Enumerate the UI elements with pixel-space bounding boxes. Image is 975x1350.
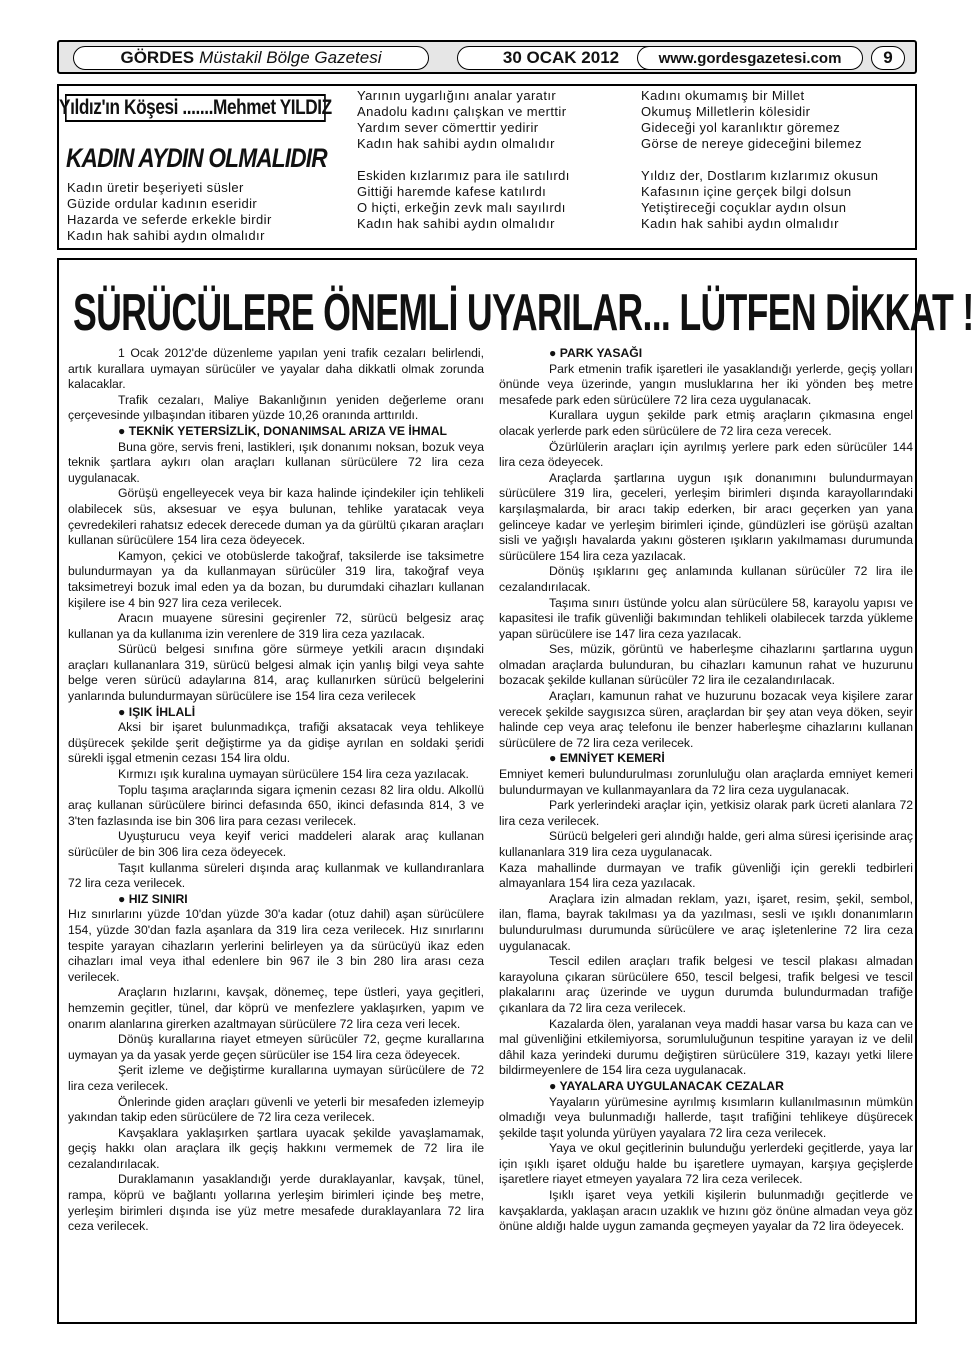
article-paragraph: Sürücü belgesi sınıfına göre sürmeye yetkili aracın dışındaki araçları kullananlara 319, sürücü belgesi almak için yanlış bilgi veya sahte belge veren sürücü adaylarına 814, araç kullanırken sürücü belgelerini yanlarında bulundurmayan sürücülere ise 154 lira ceza verilecek	[68, 642, 484, 704]
poem-line: Görse de nereye gideceğini bilemez	[641, 136, 862, 151]
article-box	[57, 258, 974, 1324]
poem-stanza	[641, 168, 878, 232]
poem-line: Okumuş Milletlerin kölesidir	[641, 104, 811, 119]
poem-line: O hiçti, erkeğin zevk malı sayılırdı	[357, 200, 566, 215]
poem-line: Güzide ordular kadının eseridir	[67, 196, 258, 211]
article-paragraph: Özürlülerin araçları için ayrılmış yerlere park eden sürücüler 144 lira ceza ödeyecek.	[499, 439, 913, 470]
poem-line: Gittiği haremde kafese katılırdı	[357, 184, 547, 199]
article-paragraph: Dönüş ışıklarını geç anlamında kullanan sürücüler 72 lira ile cezalandırılacak.	[499, 564, 913, 594]
article-paragraph: Buna göre, servis freni, lastikleri, ışık donanımı noksan, bozuk veya teknik şartlara aykırı olan araçları kullanan sürücülere 72 lira ceza uygulanacak.	[68, 439, 484, 485]
poem-title: KADIN AYDIN OLMALIDIR	[66, 143, 327, 173]
poem-box	[57, 84, 917, 250]
article-paragraph: Şerit izleme ve değiştirme kurallarına uymayan sürücülere de 72 lira ceza verilecek.	[68, 1063, 484, 1093]
poem-line: Kadın hak sahibi aydın olmalıdır	[641, 216, 839, 231]
section-heading: ● PARK YASAĞI	[549, 346, 643, 360]
section-heading: ● YAYALARA UYGULANACAK CEZALAR	[549, 1078, 784, 1093]
article-paragraph: Tescil edilen araçları trafik belgesi ve tescil plakası almadan karayoluna çıkaran sürücülere 650, tescil belgesi, trafik belgesi ve tescil plakalarını araç üzerinde ve uygun durumda bulundurmadan trafiğe çıkanlara da 72 lira ceza verilecek.	[499, 954, 913, 1015]
article-paragraph: Taşıma sınırı üstünde yolcu alan sürücülere 58, karayolu yapısı ve kapasitesi ile trafik güvenliği bakımından tehlikeli olabilecek tarzda yükleme yapan sürücülere ise 147 lira ceza yazılacak.	[499, 595, 913, 641]
newspaper-subtitle: Müstakil Bölge Gazetesi	[199, 48, 382, 67]
article-paragraph: Araçları, kamunun rahat ve huzurunu bozacak veya kişilere zarar verecek şekilde saygısızca süren, araçlardan bir şey atan veya döken, seyir halinde cep veya araç telefonu ile benzer haberleşme cihazlarını kullanan sürücülere de 72 lira ceza verilecek.	[499, 689, 913, 750]
article-paragraph: Işıklı işaret veya yetkili kişilerin bulunmadığı geçitlerde ve kavşaklarda, yaklaşan aracın uzaklık ve hızını göz önüne almadan veya göz önüne aldığı halde uygun zamanda geçmeyen yayalar da 72 lira ödeyecek.	[499, 1188, 913, 1234]
poem-stanza	[67, 180, 272, 244]
article-paragraph: Kavşaklara yaklaşırken şartlara uyacak şekilde yavaşlamamak, geçiş hakkı olan araçlara ilk geçiş hakkını vermemek de 72 lira ile cezalandırılacak.	[68, 1125, 484, 1171]
article-paragraph: Araçların hızlarını, kavşak, dönemeç, tepe üstleri, yaya geçitleri, hemzemin geçitler, tünel, dar köprü ve menfezlere yaklaşırken, yapım ve onarım alanlarına girerken azaltmayan sürücülere 72 lira ceza veri lecek.	[68, 985, 484, 1031]
poem-line: Anadolu kadını çalışkan ve merttir	[357, 104, 567, 119]
article-paragraph: Park etmenin trafik işaretleri ile yasaklandığı yerlerde, geçiş yolları önünde veya üzerinde, yangın musluklarına her iki yönden beş metre mesafede park eden sürücülere 72 lira ceza uygulanacak.	[499, 361, 913, 407]
poem-line: Yetiştireceği coçuklar aydın olsun	[641, 200, 847, 215]
article-paragraph: Araçlara izin almadan reklam, yazı, işaret, resim, şekil, sembol, ilan, flama, bayrak takılması ya da yazılması, sesli ve ışıklı donanımların bulundurulması durumunda sürücülere ve araç işletenlerine 72 lira ceza uygulanacak.	[499, 891, 913, 953]
article-column-right	[499, 346, 913, 1235]
poem-line: Hazarda ve seferde erkekle birdir	[67, 212, 272, 227]
article-paragraph: Görüşü engelleyecek veya bir kaza halinde içindekiler için tehlikeli olabilecek süs, aksesuar ve eşya bulunan, tehlike yaratacak veya çevredekileri rahatsız edecek derecede duman ya da gürültü çıkaran araçları kullanan sürücülere 154 lira ceza ödeyecek.	[68, 486, 484, 548]
article-paragraph: Park yerlerindeki araçlar için, yetkisiz olarak park ücreti alanlara 72 lira ceza verilecek.	[499, 798, 913, 828]
poem-line: Eskiden kızlarımız para ile satılırdı	[357, 168, 570, 183]
article-column-left	[68, 346, 484, 1235]
article-paragraph: Kamyon, çekici ve otobüslerde takoğraf, taksilerde ise taksimetre bulundurmayan ya da kullanmayan sürücüler 319 lira, takoğraf veya taksimetreyi bozuk imal eden ya da bozan, bu durumdaki cihazları kullanan kişilere ise 4 bin 927 lira ceza verilecek.	[68, 548, 484, 610]
poem-stanza	[357, 168, 570, 232]
poem-line: Kafasının içine gerçek bilgi dolsun	[641, 184, 852, 199]
article-paragraph: Toplu taşıma araçlarında sigara içmenin cezası 82 lira oldu. Alkollü araç kullanan sürücülere birinci defasında 650, ikinci defasında 814, 3 ve 3'ten fazlasında ise bin 306 lira para cezası verilecek.	[68, 782, 484, 828]
section-heading: ● TEKNİK YETERSİZLİK, DONANIMSAL ARIZA VE İHMAL	[118, 423, 447, 438]
article-paragraph: Sürücü belgeleri geri alındığı halde, geri alma süresi içerisinde araç kullananlara 319 lira ceza uygulanacak.	[499, 829, 913, 859]
article-paragraph: Emniyet kemeri bulundurulması zorunluluğu olan araçlarda emniyet kemeri bulundurmayan ve kullanmayanlara da 72 lira ceza uygulanacak.	[499, 767, 913, 797]
article-paragraph: Taşıt kullanma süreleri dışında araç kullanmak ve kullandıranlara 72 lira ceza verilecek.	[68, 860, 484, 891]
article-paragraph: Kazalarda ölen, yaralanan veya maddi hasar varsa bu kaza can ve mal güvenliğini etkilemiyorsa, sorumluluğunun tespitine yarayan iz ve delil dâhil kaza yerindeki durumu değiştiren sürücülere 319, kazayı yetki lilere bildirmeyenlere de 154 lira ceza uygulanacak.	[499, 1016, 913, 1078]
poem-line: Kadın hak sahibi aydın olmalıdır	[67, 228, 265, 243]
article-headline: SÜRÜCÜLERE ÖNEMLİ UYARILAR... LÜTFEN DİKKAT !	[73, 284, 974, 342]
article-paragraph: Duraklamanın yasaklandığı yerde duraklayanlar, kavşak, tünel, rampa, köprü ve bağlantı yollarına yerleşim birimleri içinde beş metre, yerleşim birimleri dışında ise yüz metre mesafede duraklayanlara 72 lira ceza verilecek.	[68, 1172, 484, 1234]
article-paragraph: Aracın muayene süresini geçirenler 72, sürücü belgesiz araç kullanan ya da kullanıma izin verenlere de 319 lira ceza yazılacak.	[68, 611, 484, 641]
section-heading: ● HIZ SINIRI	[118, 891, 188, 906]
issue-date: 30 OCAK 2012	[457, 46, 665, 70]
column-label: Yıldız'ın Köşesi .......Mehmet YILDIZ	[65, 94, 326, 122]
poem-line: Yıldız der, Dostlarım kızlarımız okusun	[641, 168, 879, 183]
article-paragraph: Kırmızı ışık kuralına uymayan sürücülere 154 lira ceza yazılacak.	[118, 767, 469, 782]
article-paragraph: Uyuşturucu veya keyif verici maddeleri alarak araç kullanan sürücüler de bin 306 lira ceza ödeyecek.	[68, 829, 484, 859]
poem-line: Kadın üretir beşeriyeti süsler	[67, 180, 244, 195]
poem-line: Kadın hak sahibi aydın olmalıdır	[357, 136, 555, 151]
article-paragraph: Dönüş kurallarına riayet etmeyen sürücüler 72, geçme kurallarına uymayan ya da yasak yerde geçen sürücüler ise 154 lira ceza ödeyecek.	[68, 1032, 484, 1062]
article-paragraph: Trafik cezaları, Maliye Bakanlığının yeniden değerleme oranı çerçevesinde yılbaşından itibaren yüzde 10,26 oranında arttırıldı.	[68, 392, 484, 423]
poem-line: Yardım sever cömerttir yedirir	[357, 120, 539, 135]
article-paragraph: Yayaların yürümesine ayrılmış kısımların kullanılmasının mümkün olmadığı veya bulunmadığı hallerde, taşıt trafiğini tehlikeye düşürecek şekilde taşıt yolunda yürüyen yayalara 72 lira ceza verilecek.	[499, 1094, 913, 1140]
article-paragraph: Aksi bir işaret bulunmadıkça, trafiği aksatacak veya tehlikeye düşürecek şekilde şerit değiştirme ya da gidişe ayrılan en soldaki şeridi sürekli işgal etmenin cezası 154 lira oldu.	[68, 720, 484, 766]
poem-line: Kadını okumamış bir Millet	[641, 88, 805, 103]
article-paragraph: Önlerinde giden araçları güvenli ve yeterli bir mesafeden izlemeyip yakından takip eden sürücülere de 72 lira ceza verilecek.	[68, 1094, 484, 1125]
newspaper-name: GÖRDES	[120, 48, 195, 67]
article-paragraph: Kurallara uygun şekilde park etmiş araçların çıkmasına engel olacak yerlerde park eden sürücülere de 72 lira ceza verecek.	[499, 408, 913, 438]
article-paragraph: Ses, müzik, görüntü ve haberleşme cihazlarını şartlarına uygun olmadan araçlarda bulunduran, bu cihazları kamunun rahat ve huzurunu bozacak şekilde kullanan sürücüler 72 lira ile cezalandırılacak.	[499, 642, 913, 688]
section-heading: ● EMNİYET KEMERİ	[549, 751, 665, 766]
poem-line: Gideceği yol karanlıktır göremez	[641, 120, 841, 135]
website-link[interactable]: www.gordesgazetesi.com	[637, 46, 863, 70]
masthead-title	[73, 46, 429, 70]
article-paragraph: Kaza mahallinde durmayan ve trafik güvenliği için gerekli tedbirleri almayanlara 154 lira ceza yazılacak.	[499, 860, 913, 891]
section-heading: ● IŞIK İHLALİ	[118, 704, 196, 719]
poem-line: Yarının uygarlığını analar yaratır	[357, 88, 557, 103]
poem-stanza	[641, 88, 862, 152]
poem-stanza	[357, 88, 566, 152]
page-number: 9	[871, 46, 905, 70]
article-paragraph: Yaya ve okul geçitlerinin bulunduğu yerlerdeki geçitlerde, yaya lar için ışıklı işaret olduğu halde bu işaretlere uymayan, karşıya geçişlerde işaretlere riayet etmeyen yayalara 72 lira ceza verilecek.	[499, 1141, 913, 1187]
poem-line: Kadın hak sahibi aydın olmalıdır	[357, 216, 555, 231]
masthead-bar	[57, 40, 917, 74]
article-paragraph: Araçlarda şartlarına uygun ışık donanımını bulundurmayan sürücülere 319 lira, geceleri, yerleşim birimleri dışında karayollarındaki karşılaşmalarda, bir aracı takip ederken, bir aracı geçerken yan yana gelinceye kadar ve yerleşim birimleri içinde, gündüzleri ise görüşü azaltan sisli ve yağışlı havalarda yakını gösteren ışıkların yakılmaması durumunda sürücülere 154 lira ceza yazılacak.	[499, 470, 913, 563]
article-paragraph: Hız sınırlarını yüzde 10'dan yüzde 30'a kadar (otuz dahil) aşan sürücülere 154, yüzde 30'dan fazla aşanlara da 319 lira ceza verilecek. Hız sınırlarını tespite yarayan cihazların yerlerini belirleyen ya da sürücüyü ikaz eden cihazları imal veya ithal edenlere bin 967 ile 3 bin 280 lira arası ceza verilecek.	[68, 907, 484, 984]
article-paragraph: 1 Ocak 2012'de düzenleme yapılan yeni trafik cezaları belirlendi, artık kurallara uymayan sürücüler ve yayalar daha dikkatli olmak zorunda kalacaklar.	[68, 346, 484, 392]
